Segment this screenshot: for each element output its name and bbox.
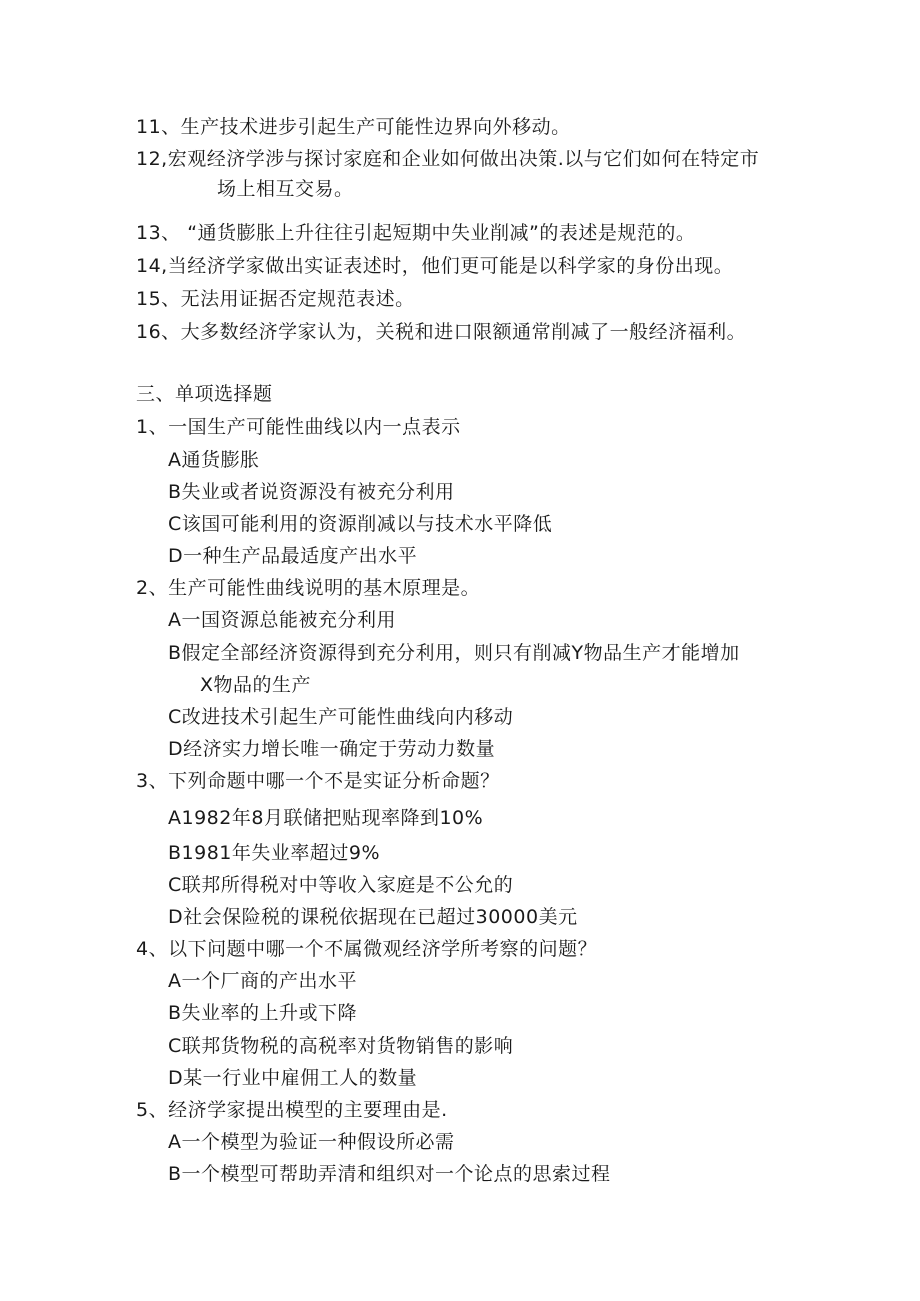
- question-4-option-b: B失业率的上升或下降: [168, 1002, 358, 1024]
- question-3-stem: 3、下列命题中哪一个不是实证分析命题？: [136, 770, 500, 792]
- section-title: 三、单项选择题: [136, 383, 273, 405]
- judgment-item-13: 13、 “通货膨胀上升往往引起短期中失业削减”的表述是规范的。: [136, 222, 696, 244]
- question-3-option-b: B1981年失业率超过9%: [168, 842, 381, 864]
- question-2-stem: 2、生产可能性曲线说明的基木原理是。: [136, 577, 481, 599]
- question-3-option-d: D社会保险税的课税依据现在已超过30000美元: [168, 906, 578, 928]
- judgment-item-12-continued: 场上相互交易。: [217, 178, 354, 200]
- question-1-option-d: D一种生产品最适度产出水平: [168, 545, 418, 567]
- judgment-item-12: 12,宏观经济学涉与探讨家庭和企业如何做出决策.以与它们如何在特定市: [136, 148, 760, 170]
- question-4-stem: 4、以下问题中哪一个不属微观经济学所考察的问题？: [136, 938, 598, 960]
- question-2-option-b: B假定全部经济资源得到充分利用，则只有削减Y物品生产才能增加: [168, 642, 740, 664]
- question-1-option-c: C该国可能利用的资源削减以与技术水平降低: [168, 513, 553, 535]
- question-5-option-b: B一个模型可帮助弄清和组织对一个论点的思索过程: [168, 1163, 611, 1185]
- judgment-item-14: 14,当经济学家做出实证表述时，他们更可能是以科学家的身份出现。: [136, 255, 734, 277]
- judgment-item-11: 11、生产技术进步引起生产可能性边界向外移动。: [136, 116, 571, 138]
- question-5-option-a: A一个模型为验证一种假设所必需: [168, 1131, 455, 1153]
- question-4-option-a: A一个厂商的产出水平: [168, 970, 357, 992]
- judgment-item-15: 15、无法用证据否定规范表述。: [136, 288, 415, 310]
- question-5-stem: 5、经济学家提出模型的主要理由是.: [136, 1099, 448, 1121]
- question-2-option-d: D经济实力增长唯一确定于劳动力数量: [168, 738, 496, 760]
- question-2-option-a: A一国资源总能被充分利用: [168, 609, 396, 631]
- judgment-item-16: 16、大多数经济学家认为，关税和进口限额通常削减了一般经济福利。: [136, 321, 747, 343]
- question-1-option-a: A通货膨胀: [168, 449, 260, 471]
- question-2-option-b-continued: X物品的生产: [200, 674, 312, 696]
- question-1-stem: 1、一国生产可能性曲线以内一点表示: [136, 416, 461, 438]
- question-4-option-c: C联邦货物税的高税率对货物销售的影响: [168, 1035, 514, 1057]
- question-4-option-d: D某一行业中雇佣工人的数量: [168, 1067, 418, 1089]
- question-1-option-b: B失业或者说资源没有被充分利用: [168, 481, 455, 503]
- question-3-option-c: C联邦所得税对中等收入家庭是不公允的: [168, 874, 514, 896]
- question-3-option-a: A1982年8月联储把贴现率降到10%: [168, 807, 484, 829]
- question-2-option-c: C改进技术引起生产可能性曲线向内移动: [168, 706, 514, 728]
